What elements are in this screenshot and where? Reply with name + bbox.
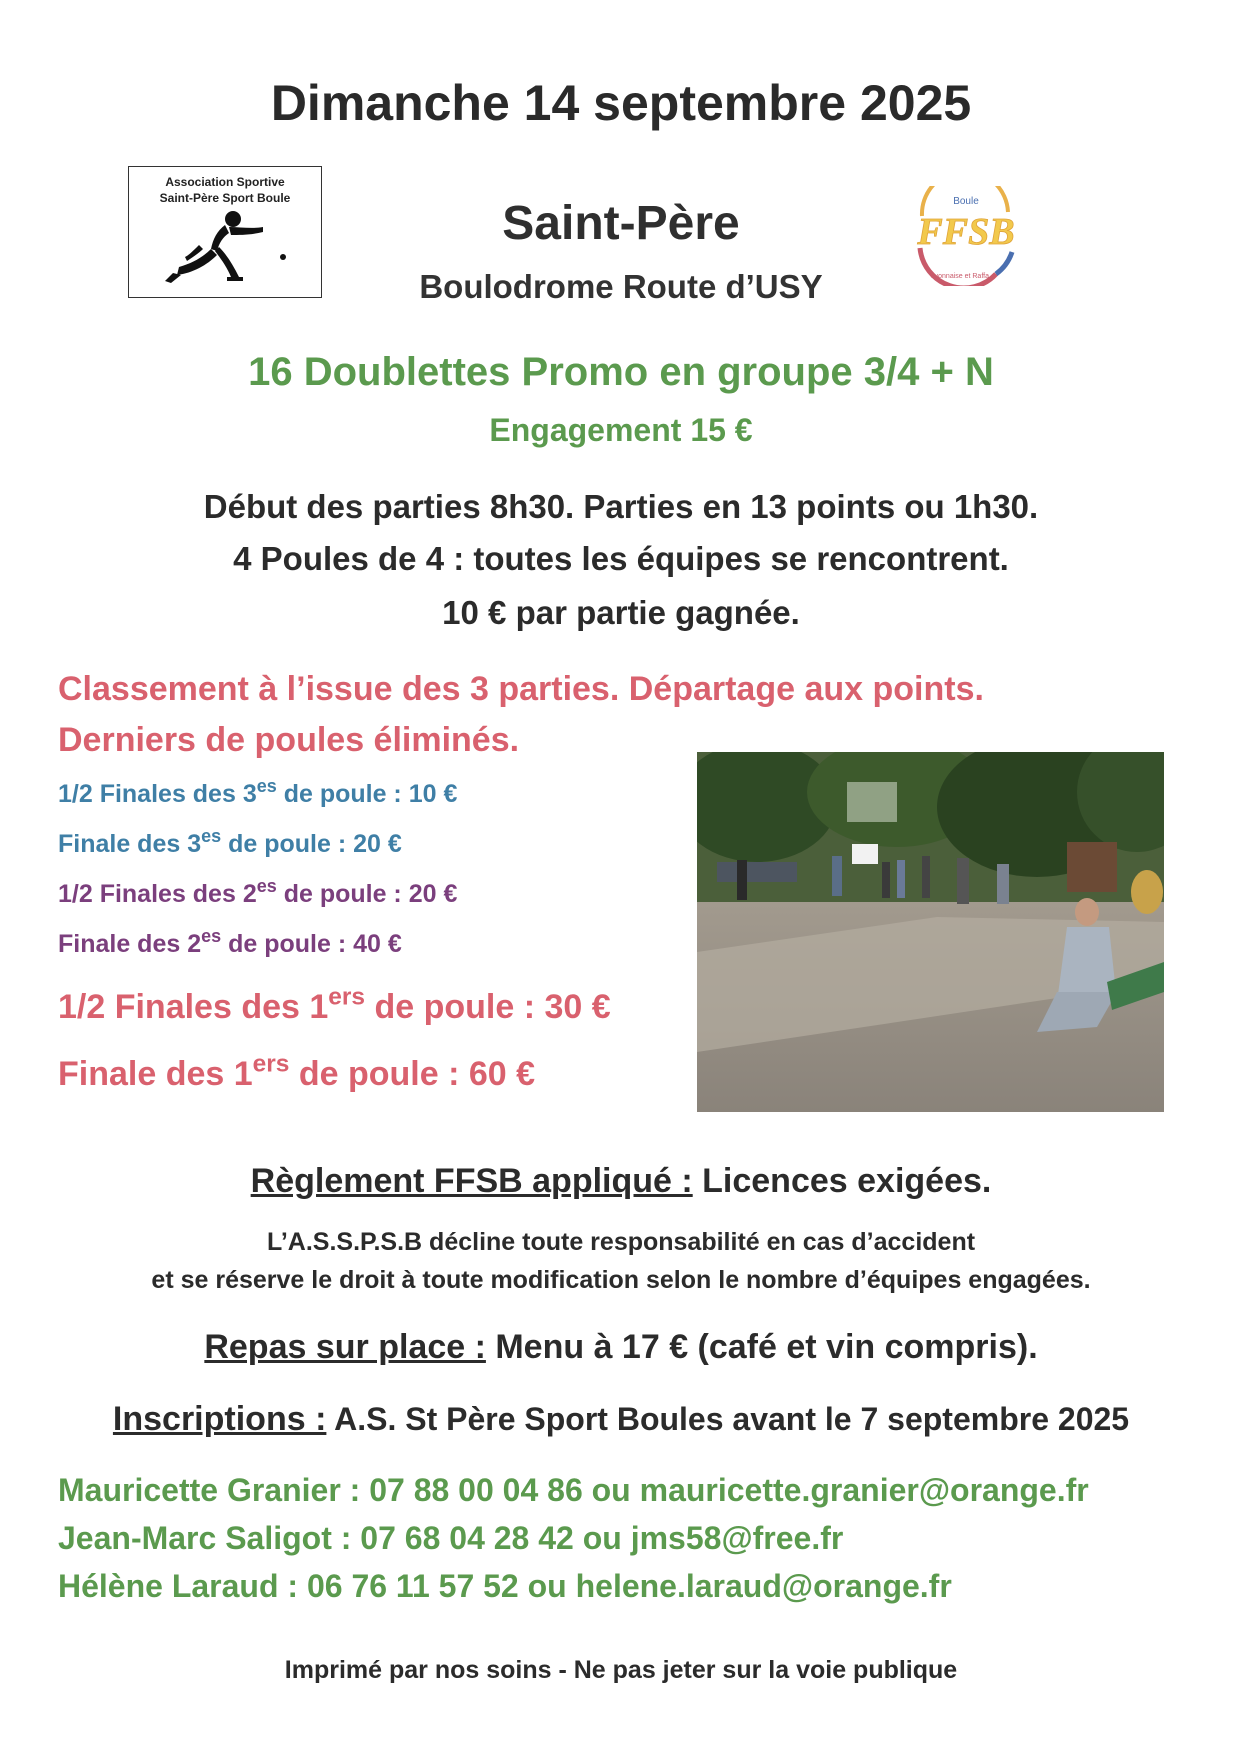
disclaimer-line-2: et se réserve le droit à toute modification selon le nombre d’équipes engagées.: [151, 1266, 1091, 1294]
regulation-line: [0, 1162, 1242, 1201]
prize-item: 1/2 Finales des $3^{es}$ de poule : 10 €: [58, 776, 458, 808]
entry-fee: Engagement 15 €: [489, 412, 753, 448]
registration-label: Inscriptions :: [112, 1400, 327, 1438]
contact-line: Mauricette Granier : 07 88 00 04 86 ou mauricette.granier@orange.fr: [58, 1472, 1089, 1508]
club-logo-line1: Association Sportive: [165, 175, 285, 189]
ranking-line-1: Classement à l’issue des 3 parties. Départage aux points.: [58, 670, 984, 708]
disclaimer-line-1: L’A.S.S.P.S.B décline toute responsabilité en cas d’accident: [266, 1228, 976, 1256]
ffsb-logo-top-text: Boule: [953, 196, 979, 207]
rules-line-1: Début des parties 8h30. Parties en 13 points ou 1h30.: [203, 488, 1039, 525]
contact-line: Hélène Laraud : 06 76 11 57 52 ou helene.laraud@orange.fr: [58, 1568, 952, 1604]
ffsb-logo: [900, 186, 1032, 286]
meal-text: Menu à 17 € (café et vin compris).: [485, 1328, 1038, 1366]
ffsb-logo-main-text: FFSB: [917, 211, 1015, 253]
ffsb-logo-ring-text: Lyonnaise et Raffa: [931, 273, 989, 280]
footer-note: Imprimé par nos soins - Ne pas jeter sur la voie publique: [284, 1656, 958, 1684]
registration-text: A.S. St Père Sport Boules avant le 7 septembre 2025: [326, 1401, 1130, 1437]
rules-line-2: 4 Poules de 4 : toutes les équipes se rencontrent.: [233, 540, 1009, 577]
prize-item: Finale des $3^{es}$ de poule : 20 €: [58, 826, 402, 858]
meal-line: [0, 1328, 1242, 1367]
prize-item: 1/2 Finales des $2^{es}$ de poule : 20 €: [58, 876, 458, 908]
town-name: Saint-Père: [502, 197, 740, 250]
registration-line: [0, 1400, 1242, 1439]
meal-label: Repas sur place :: [204, 1328, 486, 1366]
prize-item: Finale des 1ers de poule : 60 €: [58, 1050, 536, 1093]
regulation-text: Licences exigées.: [692, 1162, 992, 1200]
boulodrome-photo: [697, 752, 1164, 1112]
venue-address: Boulodrome Route d’USY: [419, 268, 823, 305]
tournament-format: 16 Doublettes Promo en groupe 3/4 + N: [248, 350, 994, 394]
club-logo-line2: Saint-Père Sport Boule: [159, 191, 291, 205]
contact-line: Jean-Marc Saligot : 07 68 04 28 42 ou jms58@free.fr: [58, 1520, 844, 1556]
rules-line-3: 10 € par partie gagnée.: [442, 594, 800, 631]
regulation-label: Règlement FFSB appliqué :: [250, 1162, 693, 1200]
prize-item: Finale des $2^{es}$ de poule : 40 €: [58, 926, 402, 958]
prize-item: 1/2 Finales des 1ers de poule : 30 €: [58, 983, 611, 1026]
ranking-line-2: Derniers de poules éliminés.: [58, 721, 520, 759]
event-date-title: Dimanche 14 septembre 2025: [270, 75, 972, 131]
